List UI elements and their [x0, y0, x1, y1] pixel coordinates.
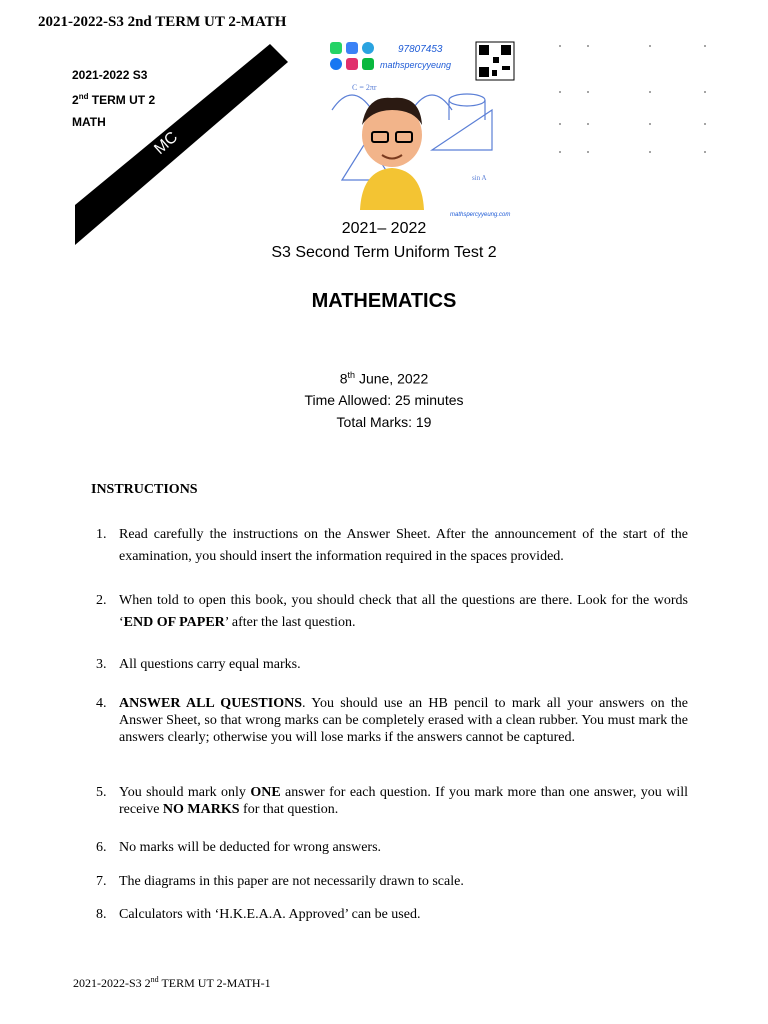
- telegram-icon: [362, 42, 374, 54]
- mc-label: MC: [151, 128, 182, 158]
- total-marks: Total Marks: 19: [336, 414, 432, 430]
- promo-small-site: mathspercyyeung.com: [450, 212, 511, 218]
- promo-phone: 97807453: [398, 44, 443, 55]
- instruction-item: 6. No marks will be deducted for wrong answers.: [96, 840, 382, 855]
- test-name: S3 Second Term Uniform Test 2: [271, 244, 497, 261]
- svg-text:sin A: sin A: [472, 174, 487, 182]
- instagram-icon: [346, 58, 358, 70]
- signal-icon: [346, 42, 358, 54]
- exam-date: 8th June, 2022: [339, 370, 429, 387]
- instruction-item: 8. Calculators with ‘H.K.E.A.A. Approved’ can be used.: [96, 907, 421, 922]
- instruction-item: 2. When told to open this book, you should check that all the questions are there. Look for the words ‘END OF PAPER’ after the last question.: [96, 593, 688, 630]
- time-allowed: Time Allowed: 25 minutes: [304, 392, 464, 408]
- corner-label: [72, 64, 155, 133]
- facebook-icon: [330, 58, 342, 70]
- instruction-item: 7. The diagrams in this paper are not necessarily drawn to scale.: [96, 874, 464, 889]
- corner-line2: 2nd TERM UT 2: [72, 92, 156, 107]
- corner-line1: 2021-2022 S3: [72, 68, 148, 82]
- header-title: 2021-2022-S3 2nd TERM UT 2-MATH: [38, 14, 287, 30]
- promo-banner: [322, 40, 522, 220]
- instruction-item: 5. You should mark only ONE answer for each question. If you mark more than one answer, you will receive NO MARKS for that question.: [96, 785, 688, 817]
- instructions-heading: INSTRUCTIONS: [91, 482, 198, 497]
- wechat-icon: [362, 58, 374, 70]
- instruction-item: 3. All questions carry equal marks.: [96, 657, 301, 672]
- instruction-item: 4. ANSWER ALL QUESTIONS. You should use an HB pencil to mark all your answers on the Answer Sheet, so that wrong marks can be completely erased with a clean rubber. You must mark the answers clearly; otherwise you will lose marks if the answers cannot be captured.: [96, 696, 688, 745]
- subject-title: MATHEMATICS: [311, 290, 457, 312]
- qr-code-icon: [476, 42, 514, 80]
- corner-line3: MATH: [72, 115, 106, 129]
- whatsapp-icon: [330, 42, 342, 54]
- avatar: [360, 98, 424, 210]
- promo-site: mathspercyyeung: [380, 60, 452, 70]
- exam-year: 2021– 2022: [341, 220, 427, 237]
- page-footer: 2021-2022-S3 2nd TERM UT 2-MATH-1: [73, 975, 271, 990]
- instruction-item: 1. Read carefully the instructions on the Answer Sheet. After the announcement of the start of the examination, you should insert the information required in the spaces provided.: [96, 527, 688, 564]
- dot-grid: [540, 40, 740, 160]
- svg-text:C = 2πr: C = 2πr: [352, 83, 377, 92]
